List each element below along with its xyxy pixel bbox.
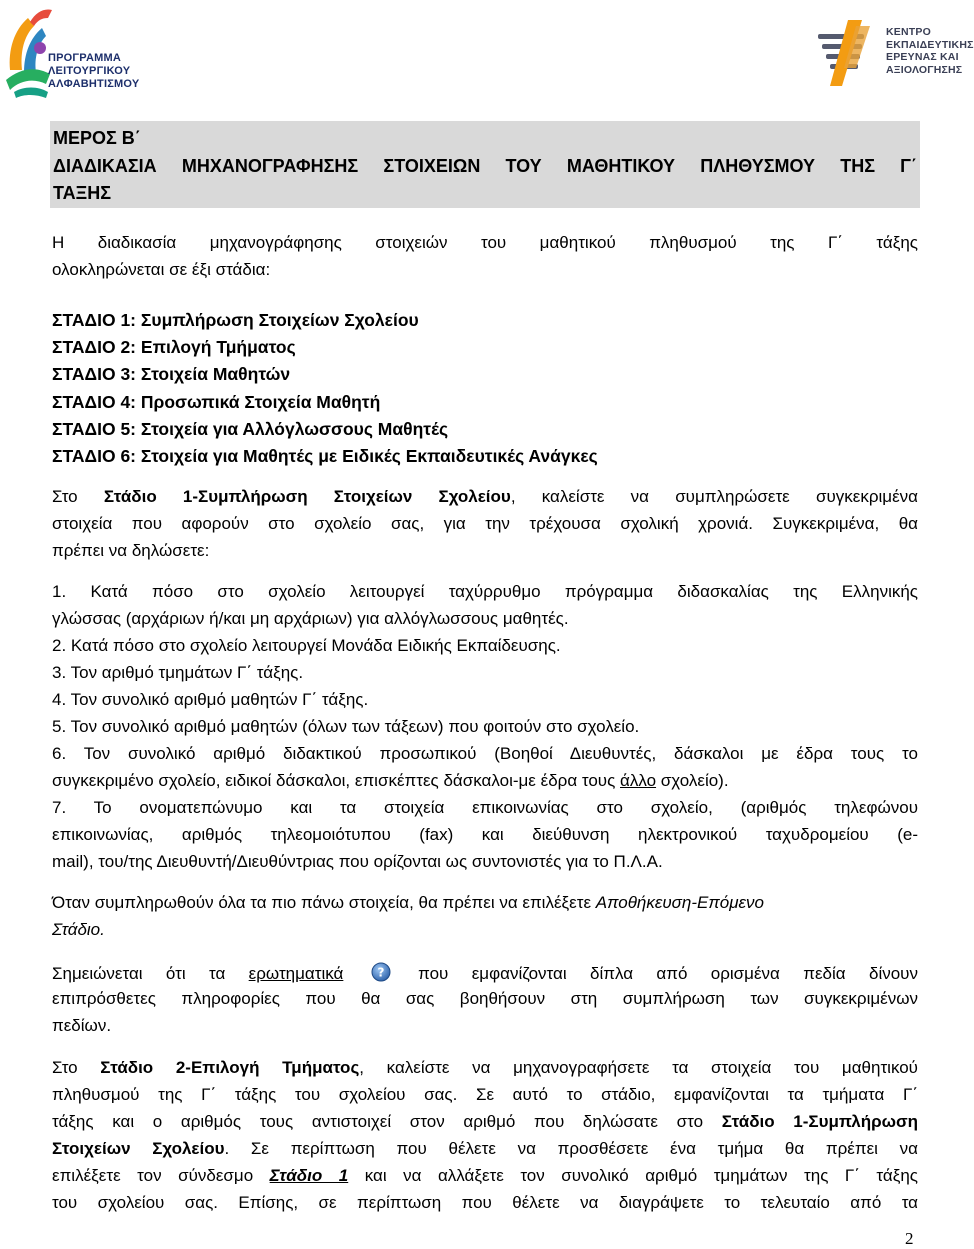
logo-left-line-2: ΛΕΙΤΟΥΡΓΙΚΟΥ [48, 65, 131, 77]
stage2-para-line-4 [52, 1139, 918, 1159]
kee-logo-line-1: ΚΕΝΤΡΟ [886, 26, 931, 38]
section-title-box [50, 121, 920, 208]
logo-left-line-1: ΠΡΟΓΡΑΜΜΑ [48, 52, 121, 64]
text-run: και να αλλάξετε τον συνολικό αριθμό τμημάτων της Γ΄ τάξης [348, 1166, 918, 1185]
text-run: που εμφανίζονται δίπλα από ορισμένα πεδία δίνουν [394, 964, 918, 983]
section-title-line-1: ΜΕΡΟΣ Β΄ [53, 128, 141, 148]
help-question-icon [371, 962, 391, 982]
underlined-word: ερωτηματικά [248, 964, 344, 983]
stage2-para-line-5 [52, 1166, 918, 1186]
help-para-line-3: πεδίων. [52, 1016, 112, 1035]
kee-logo [812, 12, 974, 90]
text-run: σχολείο). [656, 771, 729, 790]
intro-line-1: Η διαδικασία μηχανογράφησης στοιχειών του μαθητικού πληθυσμού της Γ΄ τάξης [52, 233, 918, 252]
text-run: Στο [52, 487, 104, 506]
text-run: , καλείστε να συμπληρώσετε συγκεκριμένα [510, 487, 918, 506]
text-run: συγκεκριμένο σχολείο, ειδικοί δάσκαλοι, επισκέπτες δάσκαλοι-με έδρα τους [52, 771, 621, 790]
help-para-line-1 [52, 962, 918, 984]
list-item-4: 4. Τον συνολικό αριθμό μαθητών Γ΄ τάξης. [52, 690, 369, 709]
kee-logo-text [886, 26, 974, 76]
stage1-para-line-1 [52, 487, 918, 507]
stage-name: Συμπλήρωση Στοιχείων Σχολείου [140, 310, 419, 330]
stage2-para-line-3 [52, 1112, 918, 1132]
stage-name: Στοιχεία για Αλλόγλωσσους Μαθητές [140, 419, 449, 439]
section-title-line-2: ΔΙΑΔΙΚΑΣΙΑ ΜΗΧΑΝΟΓΡΑΦΗΣΗΣ ΣΤΟΙΧΕΙΩΝ ΤΟΥ ΜΑΘΗΤΙΚΟΥ ΠΛΗΘΥΣΜΟΥ ΤΗΣ Γ΄ [53, 156, 917, 176]
underlined-word: άλλο [620, 771, 657, 790]
text-run: τάξης και ο αριθμός τους αντιστοιχεί στον αριθμό που δηλώσατε στο [52, 1112, 722, 1131]
stage-number: ΣΤΑΔΙΟ 5: [52, 419, 137, 439]
stage1-para-line-3: πρέπει να δηλώσετε: [52, 541, 210, 560]
stage1-para-line-2: στοιχεία που αφορούν στο σχολείο σας, για την τρέχουσα σχολική χρονιά. Συγκεκριμένα, θα [52, 514, 918, 533]
stage2-para-line-2: πληθυσμού της Γ΄ τάξης του σχολείου σας. Σε αυτό το στάδιο, εμφανίζονται τα τμήματα Γ΄ [52, 1085, 918, 1104]
list-item-7-line-2: επικοινωνίας, αριθμός τηλεομοιότυπου (fax) και διεύθυνση ηλεκτρονικού ταχυδρομείου (e- [52, 825, 918, 844]
save-para-line-1 [52, 893, 918, 913]
list-item-3: 3. Τον αριθμό τμημάτων Γ΄ τάξης. [52, 663, 304, 682]
help-para-line-2: επιπρόσθετες πληροφορίες που θα σας βοηθήσουν στη συμπλήρωση των συγκεκριμένων [52, 989, 918, 1008]
stage-name: Επιλογή Τμήματος [140, 337, 296, 357]
stage1-bold-ref-cont: Στοιχείων Σχολείου [52, 1139, 225, 1158]
text-run: , καλείστε να μηχανογραφήσετε τα στοιχεία του μαθητικού [359, 1058, 918, 1077]
list-item-5: 5. Τον συνολικό αριθμό μαθητών (όλων των τάξεων) που φοιτούν στο σχολείο. [52, 717, 640, 736]
save-next-italic: Αποθήκευση-Επόμενο [595, 893, 764, 912]
text-run: Σημειώνεται ότι τα [52, 964, 249, 983]
stage1-bold-ref: Στάδιο 1-Συμπλήρωση [721, 1112, 919, 1131]
stage-item [52, 392, 918, 412]
list-item-2: 2. Κατά πόσο στο σχολείο λειτουργεί Μονάδα Ειδικής Εκπαίδευσης. [52, 636, 561, 655]
stage-number: ΣΤΑΔΙΟ 3: [52, 364, 137, 384]
kee-logo-line-3: ΕΡΕΥΝΑΣ ΚΑΙ [886, 51, 959, 63]
kee-logo-line-4: ΑΞΙΟΛΟΓΗΣΗΣ [886, 63, 963, 76]
text-run: . Σε περίπτωση που θέλετε να προσθέσετε ένα τμήμα θα πρέπει να [224, 1139, 918, 1158]
svg-text:?: ? [377, 965, 385, 980]
list-item-1-line-2: γλώσσας (αρχάριων ή/και μη αρχάριων) για αλλόγλωσσους μαθητές. [52, 609, 569, 628]
stage-item [52, 419, 918, 439]
intro-line-2: ολοκληρώνεται σε έξι στάδια: [52, 260, 271, 279]
list-item-6-line-2 [52, 771, 918, 791]
kee-logo-icon [812, 16, 882, 88]
stage1-link[interactable]: Στάδιο 1 [269, 1166, 349, 1185]
stage-number: ΣΤΑΔΙΟ 6: [52, 446, 137, 466]
section-title-line-3: ΤΑΞΗΣ [53, 183, 112, 203]
stage2-para-line-1 [52, 1058, 918, 1078]
stage-number: ΣΤΑΔΙΟ 1: [52, 310, 137, 330]
literacy-program-logo [0, 0, 140, 100]
kee-logo-line-2: ΕΚΠΑΙΔΕΥΤΙΚΗΣ [886, 38, 974, 51]
stage-name: Προσωπικά Στοιχεία Μαθητή [140, 392, 381, 412]
stage-name: Στοιχεία για Μαθητές με Ειδικές Εκπαιδευτικές Ανάγκες [140, 446, 598, 466]
list-item-7-line-3: mail), του/της Διευθυντή/Διευθύντριας που ορίζονται ως συντονιστές για το Π.Λ.Α. [52, 852, 663, 871]
stage2-bold: Στάδιο 2-Επιλογή Τμήματος [100, 1058, 360, 1077]
stage-number: ΣΤΑΔΙΟ 4: [52, 392, 137, 412]
page-number: 2 [905, 1229, 914, 1248]
stage2-para-line-6: του σχολείου σας. Επίσης, σε περίπτωση που θέλετε να διαγράψετε το τελευταίο από τα [52, 1193, 918, 1212]
list-item-1-line-1: 1. Κατά πόσο στο σχολείο λειτουργεί ταχύρρυθμο πρόγραμμα διδασκαλίας της Ελληνικής [52, 582, 918, 601]
save-para-line-2: Στάδιο. [52, 920, 105, 939]
stage-number: ΣΤΑΔΙΟ 2: [52, 337, 137, 357]
list-item-7-line-1: 7. Το ονοματεπώνυμο και τα στοιχεία επικοινωνίας στο σχολείο, (αριθμός τηλεφώνου [52, 798, 918, 817]
text-run: επιλέξετε τον σύνδεσμο [52, 1166, 270, 1185]
stage-name: Στοιχεία Μαθητών [140, 364, 291, 384]
stage-item [52, 446, 918, 466]
text-run: Όταν συμπληρωθούν όλα τα πιο πάνω στοιχεία, θα πρέπει να επιλέξετε [52, 893, 596, 912]
logo-left-line-3: ΑΛΦΑΒΗΤΙΣΜΟΥ [48, 78, 140, 90]
stage1-bold: Στάδιο 1-Συμπλήρωση Στοιχείων Σχολείου [103, 487, 511, 506]
text-run: Στο [52, 1058, 101, 1077]
stage-item [52, 337, 918, 357]
stage-item [52, 364, 918, 384]
list-item-6-line-1: 6. Τον συνολικό αριθμό διδακτικού προσωπικού (Βοηθοί Διευθυντές, δάσκαλοι με έδρα τους το [52, 744, 918, 763]
stage-item [52, 310, 918, 330]
